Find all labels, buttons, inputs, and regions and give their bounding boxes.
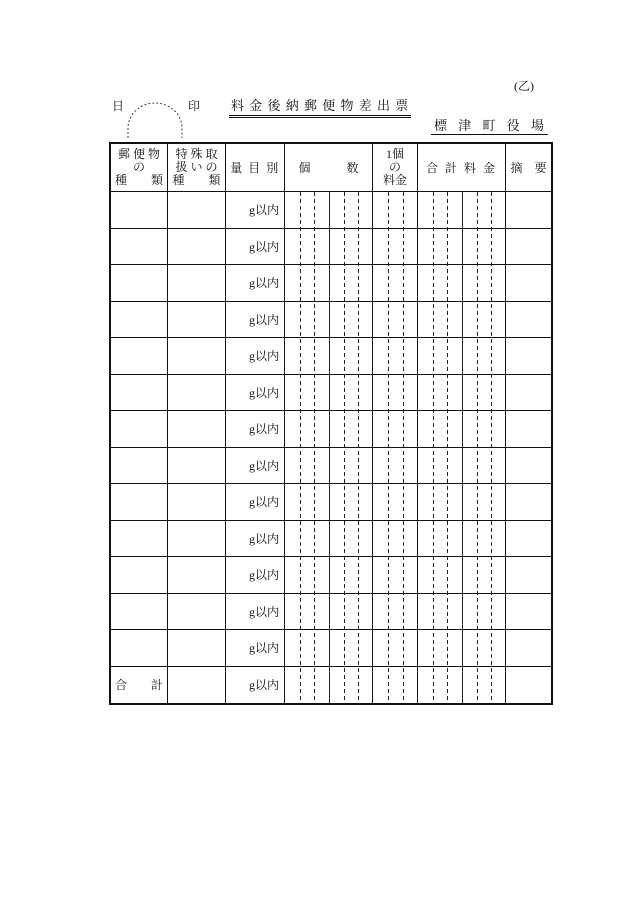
header-line: 種 類 [114, 173, 163, 187]
count-cell [285, 667, 373, 704]
total-fee-cell [418, 338, 506, 375]
weight-cell: g以内 [226, 229, 285, 266]
special-handling-cell [168, 667, 226, 704]
weight-cell: g以内 [226, 411, 285, 448]
header-total-fee: 合 計 料 金 [418, 144, 506, 192]
mail-type-cell [111, 375, 168, 412]
weight-cell: g以内 [226, 667, 285, 704]
count-cell [285, 302, 373, 339]
remarks-cell [506, 192, 551, 229]
header-line: 1個 [385, 147, 404, 161]
unit-fee-cell [373, 411, 418, 448]
weight-cell: g以内 [226, 557, 285, 594]
date-label: 日 [112, 99, 125, 113]
total-fee-cell [418, 411, 506, 448]
special-handling-cell [168, 448, 226, 485]
special-handling-cell [168, 484, 226, 521]
header-line: 特 殊 取 [175, 147, 218, 161]
total-fee-cell [418, 302, 506, 339]
mail-type-cell [111, 192, 168, 229]
header-mail-type [111, 144, 168, 192]
unit-fee-cell [373, 338, 418, 375]
count-cell [285, 594, 373, 631]
weight-cell: g以内 [226, 484, 285, 521]
unit-fee-cell [373, 302, 418, 339]
count-cell [285, 521, 373, 558]
remarks-cell [506, 484, 551, 521]
mail-type-cell [111, 229, 168, 266]
mail-type-cell [111, 521, 168, 558]
total-fee-cell [418, 265, 506, 302]
remarks-cell [506, 338, 551, 375]
special-handling-cell [168, 557, 226, 594]
header-line: 郵 便 物 [117, 147, 160, 161]
header-special-handling [168, 144, 226, 192]
mail-type-cell [111, 594, 168, 631]
count-cell [285, 192, 373, 229]
unit-fee-cell [373, 375, 418, 412]
weight-cell: g以内 [226, 338, 285, 375]
count-cell [285, 557, 373, 594]
unit-fee-cell [373, 192, 418, 229]
total-fee-cell [418, 375, 506, 412]
remarks-cell [506, 265, 551, 302]
count-cell [285, 375, 373, 412]
total-row-label: 合 計 [111, 667, 168, 704]
form-class-label: (乙) [514, 79, 534, 93]
header-remarks: 摘 要 [506, 144, 551, 192]
table-grid [111, 144, 551, 703]
header-line: 種 類 [172, 173, 221, 187]
remarks-cell [506, 667, 551, 704]
special-handling-cell [168, 265, 226, 302]
weight-cell: g以内 [226, 630, 285, 667]
total-fee-cell [418, 521, 506, 558]
remarks-cell [506, 630, 551, 667]
remarks-cell [506, 448, 551, 485]
header-unit-fee [373, 144, 418, 192]
mail-type-cell [111, 630, 168, 667]
unit-fee-cell [373, 229, 418, 266]
weight-cell: g以内 [226, 192, 285, 229]
total-fee-cell [418, 594, 506, 631]
header-line: の [132, 160, 145, 174]
count-cell [285, 484, 373, 521]
mail-type-cell [111, 448, 168, 485]
count-cell [285, 448, 373, 485]
header-line: 料金 [382, 173, 407, 187]
total-fee-cell [418, 448, 506, 485]
count-cell [285, 229, 373, 266]
remarks-cell [506, 302, 551, 339]
mail-type-cell [111, 338, 168, 375]
total-fee-cell [418, 630, 506, 667]
remarks-cell [506, 521, 551, 558]
mail-type-cell [111, 411, 168, 448]
mail-type-cell [111, 265, 168, 302]
weight-cell: g以内 [226, 265, 285, 302]
unit-fee-cell [373, 448, 418, 485]
total-fee-cell [418, 557, 506, 594]
issuing-office: 標 津 町 役 場 [431, 119, 548, 135]
special-handling-cell [168, 521, 226, 558]
special-handling-cell [168, 302, 226, 339]
weight-cell: g以内 [226, 594, 285, 631]
special-handling-cell [168, 338, 226, 375]
unit-fee-cell [373, 630, 418, 667]
total-fee-cell [418, 192, 506, 229]
weight-cell: g以内 [226, 521, 285, 558]
form-title: 料 金 後 納 郵 便 物 差 出 票 [229, 99, 411, 118]
header-line: の [388, 160, 401, 174]
remarks-cell [506, 557, 551, 594]
form-table [109, 142, 553, 705]
count-cell [285, 411, 373, 448]
special-handling-cell [168, 229, 226, 266]
unit-fee-cell [373, 484, 418, 521]
weight-cell: g以内 [226, 375, 285, 412]
header-count: 個 数 [285, 144, 373, 192]
total-fee-cell [418, 667, 506, 704]
unit-fee-cell [373, 594, 418, 631]
remarks-cell [506, 594, 551, 631]
mail-type-cell [111, 557, 168, 594]
remarks-cell [506, 229, 551, 266]
mail-type-cell [111, 484, 168, 521]
unit-fee-cell [373, 521, 418, 558]
count-cell [285, 338, 373, 375]
special-handling-cell [168, 192, 226, 229]
unit-fee-cell [373, 557, 418, 594]
total-fee-cell [418, 229, 506, 266]
mail-type-cell [111, 302, 168, 339]
special-handling-cell [168, 375, 226, 412]
unit-fee-cell [373, 667, 418, 704]
total-fee-cell [418, 484, 506, 521]
date-stamp-arc [124, 100, 188, 140]
remarks-cell [506, 375, 551, 412]
header-line: 扱 い の [175, 160, 218, 174]
count-cell [285, 630, 373, 667]
header-weight: 量 目 別 [226, 144, 285, 192]
special-handling-cell [168, 594, 226, 631]
remarks-cell [506, 411, 551, 448]
weight-cell: g以内 [226, 448, 285, 485]
special-handling-cell [168, 630, 226, 667]
seal-label: 印 [188, 99, 201, 113]
count-cell [285, 265, 373, 302]
weight-cell: g以内 [226, 302, 285, 339]
special-handling-cell [168, 411, 226, 448]
unit-fee-cell [373, 265, 418, 302]
